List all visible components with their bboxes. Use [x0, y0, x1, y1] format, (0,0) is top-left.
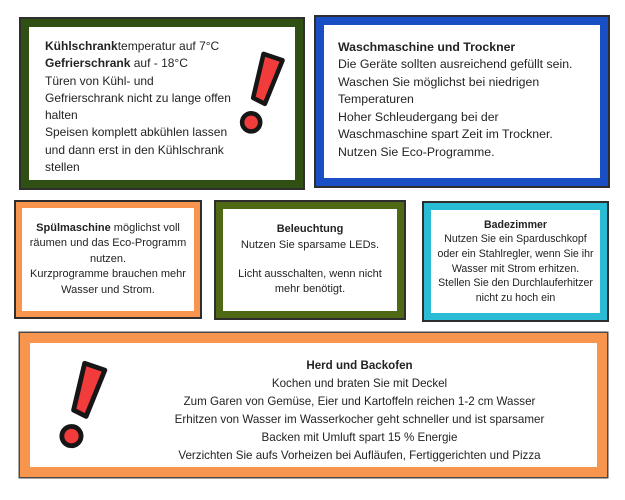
stove-tip-convection: Backen mit Umluft spart 15 % Energie: [261, 431, 458, 445]
fridge-tip-cooling: Speisen komplett abkühlen lassen und dann erst in den Kühlschrank stellen: [45, 125, 228, 174]
dishwasher-tip-short-programs: Kurzprogramme brauchen mehr Wasser und Strom.: [30, 268, 186, 296]
tip-box-fridge: [21, 19, 303, 188]
lighting-tip-leds: Nutzen Sie sparsame LEDs.: [240, 238, 380, 251]
fridge-line-temperature: [45, 38, 233, 55]
stove-tip-lid: Kochen und braten Sie mit Deckel: [271, 377, 448, 391]
stove-title: Herd und Backofen: [306, 359, 413, 372]
fridge-tip-doors: Türen von Kühl- und Gefrierschrank nicht zu lange offen halten: [45, 73, 231, 123]
dishwasher-keyword: Spülmaschine: [36, 222, 111, 235]
freezer-keyword: Gefrierschrank: [45, 56, 131, 71]
bathroom-title: Badezimmer: [484, 218, 547, 231]
bathroom-tip-water-heater: Stellen Sie den Durchlauferhitzer nicht zu hoch ein: [438, 277, 593, 304]
freezer-line-temperature-rest: auf - 18°C: [130, 56, 188, 71]
stove-tip-water-level: Zum Garen von Gemüse, Eier und Kartoffeln reichen 1-2 cm Wasser: [183, 395, 536, 409]
washer-tip-eco: Nutzen Sie Eco-Programme.: [338, 144, 495, 159]
lighting-content: [223, 209, 397, 311]
stove-tip-kettle: Erhitzen von Wasser im Wasserkocher geht schneller und ist sparsamer: [174, 413, 545, 427]
tip-box-lighting: [216, 202, 404, 318]
bathroom-tip-showerhead: Nutzen Sie ein Sparduschkopf oder ein Stahlregler, wenn Sie ihr Wasser mit Strom erhitzen.: [437, 233, 594, 275]
lighting-tip-switch-off: Licht ausschalten, wenn nicht mehr benötigt.: [238, 267, 382, 296]
stove-content: [30, 343, 597, 467]
fridge-content: [29, 27, 295, 180]
freezer-line-temperature: [45, 55, 233, 72]
fridge-text: [45, 38, 233, 174]
tip-box-washer-dryer: [316, 17, 608, 186]
stove-tip-preheating: Verzichten Sie aufs Vorheizen bei Aufläufen, Fertiggerichten und Pizza: [178, 449, 541, 463]
lighting-title: Beleuchtung: [276, 223, 344, 236]
washer-title: Waschmaschine und Trockner: [338, 40, 516, 54]
tip-box-stove-oven: [20, 333, 607, 477]
tip-box-dishwasher: [16, 202, 200, 317]
washer-content: [324, 25, 600, 169]
washer-tip-spin: Hoher Schleudergang bei der Waschmaschine spart Zeit im Trockner.: [338, 109, 553, 142]
bathroom-content: [431, 210, 600, 313]
fridge-keyword: Kühlschrank: [45, 39, 118, 53]
fridge-line-temperature-rest: temperatur auf 7°C: [117, 39, 220, 53]
washer-tip-fill: Die Geräte sollten ausreichend gefüllt sein. Waschen Sie möglichst bei niedrigen Temperaturen: [338, 57, 573, 107]
stove-text: [130, 351, 589, 463]
tip-box-bathroom: [424, 203, 607, 320]
exclamation-icon: [233, 38, 291, 174]
dishwasher-tip-eco-rest: möglichst voll räumen und das Eco-Programm nutzen.: [29, 222, 187, 265]
exclamation-icon: [52, 351, 130, 463]
dishwasher-tip-eco: [27, 221, 189, 267]
dishwasher-content: [22, 208, 194, 311]
